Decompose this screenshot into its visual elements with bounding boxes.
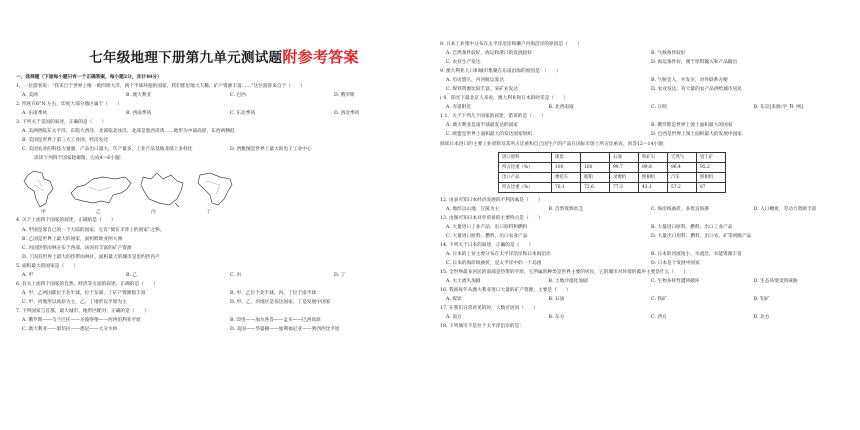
question-16-options <box>440 295 850 304</box>
table-row <box>499 152 726 162</box>
option: C. 海岸线曲折，多优良海港 <box>651 206 709 212</box>
table-cell: 99.7 <box>610 162 639 172</box>
question-9-options-ab <box>440 76 850 85</box>
option: C. 农业生产发达 <box>446 60 481 66</box>
question-7-options-cd <box>16 325 432 334</box>
table-cell: 100 <box>552 162 581 172</box>
option: C. 巴西 <box>230 93 246 99</box>
table-cell: 石油 <box>610 152 639 162</box>
question-6-options-ab <box>16 289 432 298</box>
option: D. 西雅图是世界上最大的电子工业中心 <box>230 147 312 153</box>
table-cell: 煤炭 <box>552 152 581 162</box>
question-11: 1 1．关于下列几个国家的叙述，错误的是（ ） <box>440 114 546 120</box>
title-answer-suffix: 附参考答案 <box>282 48 359 66</box>
question-7: 7. 下列国家与首都，最大城市，地形匹配对，正确的是（ ） <box>16 308 149 314</box>
option: D. 农业发达，有大量的农产品供给城市居民 <box>651 87 742 93</box>
question-15: 15. 全世界最多居民的南部是热带的平原，它所属的种类是世界主要的居民，它的城市对环境的破坏主要是什么（ ） <box>440 269 689 275</box>
right-column <box>440 0 850 430</box>
option: C. 东北季风 <box>230 111 256 117</box>
option: D. 西北季风 <box>334 111 360 117</box>
question-14-options-cd <box>440 259 850 268</box>
option: A. 甲 <box>22 272 34 278</box>
option: B. 俄罗斯是世界上领土面积最大的国家 <box>651 123 733 129</box>
option: D. 东京[来源:学_科_网] <box>753 105 803 111</box>
option: D. 铝矿 <box>753 297 770 303</box>
option: D. 甲、乙、丙地区是发达国家，丁是发展中国家 <box>230 299 331 305</box>
option: B. 美国是世界上第三大工业国，经济发达 <box>22 138 109 144</box>
option: A. 大量进口工业产品、出口原料和燃料 <box>446 224 528 230</box>
option: B. 土地沙漠化加剧 <box>548 278 588 284</box>
option: A. 日本的工业主要分布在太平洋沿岸和日本海沿岸 <box>446 251 551 257</box>
option: A. 煤炭 <box>446 297 462 303</box>
question-6-options-cd <box>16 298 432 307</box>
table-cell: 铝土矿 <box>697 152 726 162</box>
option: C. 日照 <box>651 105 667 111</box>
question-11-options-cd <box>440 130 850 139</box>
page-title <box>16 46 432 67</box>
question-13-options-cd <box>440 232 850 241</box>
option: B. 东方 <box>548 315 565 321</box>
option: C. 煤铁资源比较丰富，采矿业发达 <box>446 87 519 93</box>
option: B. 乙 <box>126 272 138 278</box>
option: C. 丙 <box>230 272 242 278</box>
option: D. 俄罗斯 <box>334 93 355 99</box>
table-cell: 出口产品 <box>499 172 552 182</box>
table-cell: 96.4 <box>668 162 697 172</box>
question-11-options-ab <box>440 121 850 130</box>
option: D. 日本是个发展中国家 <box>651 260 700 266</box>
question-10-options <box>440 103 850 112</box>
map-label-bing: 丙 <box>151 210 156 216</box>
question-7-options-ab <box>16 316 432 325</box>
option: A. 美洲 <box>22 93 38 99</box>
left-column <box>16 0 432 430</box>
question-10: ( 0．阳光下最北京人来说，澳大利亚和日本的时差是（ ） <box>440 96 569 102</box>
option: B. 石油 <box>548 297 565 303</box>
option: B. 北西南坡 <box>548 105 574 111</box>
option: C. 日本的海岸线曲折，是太平洋中的一个岛国 <box>446 260 542 266</box>
question-3-options-cd <box>16 145 432 154</box>
option: A. 澳大利亚是南半球最发达的国家 <box>446 123 518 129</box>
map-label-ding: 丁 <box>206 210 211 216</box>
question-5-options <box>16 271 432 280</box>
table-cell: 所占比重（%） <box>499 182 552 192</box>
option: A. 地形以山地、丘陵为主 <box>446 206 500 212</box>
table-cell: 天然气 <box>668 152 697 162</box>
question-12-options <box>440 205 850 214</box>
table-cell: 43.1 <box>639 182 668 192</box>
option: D. 丁 <box>334 272 346 278</box>
table-cell: 77.3 <box>610 182 639 192</box>
country-outline-maps <box>18 165 238 209</box>
question-5: 5. 面积最大的国家是（ ） <box>16 263 79 269</box>
option: D. 海运条件好，便于原料输入和产品输出 <box>651 60 738 66</box>
option: B. 印度——加尔各答——孟买——巴西高原 <box>230 317 321 323</box>
table-row <box>499 182 726 192</box>
question-6: 6. 有关上面四个国家的自然、经济等方面的叙述，正确的是（ ） <box>16 281 158 287</box>
table-cell: 摩托车 <box>552 172 581 182</box>
map-country-yi <box>69 173 133 209</box>
table-cell: 照相机 <box>697 172 726 182</box>
option: B. 自然资源贫乏 <box>548 206 584 212</box>
option: A. 俄罗斯——乌兰巴托——圣彼得堡——西西伯利亚平原 <box>22 317 141 323</box>
question-9-options-cd <box>440 85 850 94</box>
question-17: 17. 在我们日常看见的时，人数应居问（ ） <box>440 306 539 312</box>
table-cell: 76.1 <box>552 182 581 192</box>
table-cell: 进口原料 <box>499 152 552 162</box>
option: D. 大量出口原料、燃料，出口农、矿等初级产品 <box>651 233 752 239</box>
question-3: 3. 下列关于美国的叙述，正确的是（ ） <box>16 120 107 126</box>
option: D. 北方 <box>753 315 770 321</box>
table-instruction: 阅读日本进口的主要工业原料及其所占比重和自己国生产的产品在国际市场上所占比重表，回答12～14小题： <box>440 141 668 147</box>
table-cell: 72.6 <box>581 182 610 192</box>
question-14: 14. 下列关于日本的叙述，正确的是（ ） <box>440 242 534 248</box>
option: B. 日本的河流短小，水流急，水能资源丰富 <box>651 251 742 257</box>
question-4: 4. 关于上面四个国家的叙述，正确的是（ ） <box>16 218 116 224</box>
question-2-options <box>16 109 432 118</box>
option: A. 历史悠久，内河航运发达 <box>446 78 504 84</box>
table-cell <box>581 152 610 162</box>
table-cell: 照相机 <box>639 172 668 182</box>
question-13-options-ab <box>440 223 850 232</box>
table-row <box>499 172 726 182</box>
option: B. 气候宜人，开发早，对外联系方便 <box>651 78 728 84</box>
option: D. 生态环境受到威胁 <box>753 278 798 284</box>
option: A. 甲、乙两国都位于北半球，位于东部，丁矿产资源很丰富 <box>22 290 146 296</box>
option: A. 水土流失加剧 <box>446 278 481 284</box>
option: A. 南方 <box>446 315 462 321</box>
map-label-yi: 乙 <box>96 210 101 216</box>
option: C. 欧盟是世界上面积最大的发达国家组织 <box>446 132 533 138</box>
option: C. 澳大利亚——堪培拉——悉尼——大分水岭 <box>22 327 118 333</box>
question-16: 16. 我国每年从澳大利亚进口大量的矿产资源，主要是（ ） <box>440 288 571 294</box>
table-cell: 95.2 <box>697 162 726 172</box>
question-1-options <box>16 91 432 100</box>
table-cell: 所占比重（%） <box>499 162 552 172</box>
table-cell: 录像机 <box>610 172 639 182</box>
map-label-jia: 甲 <box>41 210 46 216</box>
question-13: 13. 由图可知日本对外贸易的主要特点是（ ） <box>440 215 543 221</box>
table-cell: 汽车 <box>668 172 697 182</box>
question-2: 2. 纬度在6°N 左右，印度大部分地区属于（ ） <box>16 102 122 108</box>
map-country-jia <box>20 169 66 209</box>
table-row <box>499 162 726 172</box>
table-cell: 铁矿石 <box>639 152 668 162</box>
option: D. 丁国有世界上最大的热带雨林区，面积最大的城市是里约热内卢 <box>22 254 160 260</box>
question-1: 1．一位游客说：“我来自于世界上唯一被四周大洋，两个半球环抱的国家，我们那里地大人稀，矿产资源丰富……”这位游客来自于（ ） <box>16 84 306 90</box>
option: C. 甲、丙地形以高原为主，乙、丁地形以平原为主 <box>22 299 127 305</box>
option: C. 西方 <box>651 315 667 321</box>
option: C. 丙国热带雨林分布于西部，该国有丰富的矿产资源 <box>22 245 132 251</box>
question-8: 8. 日本工业集中分布在太平洋沿岸和濑户内海沿岸的原因是（ ） <box>440 42 582 47</box>
question-15-options <box>440 277 850 286</box>
question-9: 9. 澳大利亚人口和城市集聚在东南沿海的原因是：（ ） <box>440 69 561 75</box>
option: A. 美洲西临东太平洋，东临大西洋，北部临北冰洋，北部是墨西哥湾……地形为中部高原，东西两侧低 <box>22 129 235 135</box>
map-instruction: 读读下列四个国家轮廓图，完成4～6小题： <box>34 156 125 162</box>
option: D. 巴西是世界上领土面积最大的发展中国家 <box>651 132 742 138</box>
title-main: 七年级地理下册第九单元测试题 <box>89 50 283 66</box>
option: B. 乙国是世界上最大的国家，面积跨欧亚两大洲 <box>22 236 123 242</box>
option: B. 西南季风 <box>126 111 152 117</box>
map-country-ding <box>192 169 236 209</box>
map-labels <box>16 209 236 216</box>
option: A. 赤道附近 <box>446 105 472 111</box>
question-14-options-ab <box>440 250 850 259</box>
table-cell: 99.8 <box>639 162 668 172</box>
option: D. 美国——华盛顿——加利福尼亚——密西西比平原 <box>230 327 340 333</box>
section-heading: 一、选择题（下面每小题只有一个正确答案，每小题2分，共计40分） <box>16 75 162 80</box>
question-12: 12. 由表可知日本经济发展的不利因素是（ ） <box>440 197 543 203</box>
option: B. 气候条件较好 <box>651 51 686 57</box>
question-8-options-ab <box>440 49 850 58</box>
option: B. 甲、乙位于北半球，丙、丁位于南半球 <box>230 290 317 296</box>
table-cell: 100 <box>581 162 610 172</box>
question-8-options-cd <box>440 58 850 67</box>
map-country-bing <box>137 169 189 209</box>
table-cell: 船舶 <box>581 172 610 182</box>
table-cell: 87 <box>697 182 726 192</box>
option: C. 美国农业的科技力量强，产品出口量大，年产量多，工业产品基地北部上多样化 <box>22 147 193 153</box>
option: C. 铁矿 <box>651 297 667 303</box>
option: A. 东南季风 <box>22 111 48 117</box>
table-cell: 57.2 <box>668 182 697 192</box>
option: B. 大量进口原料、燃料，出口工业产品 <box>651 224 733 230</box>
option: A. 甲国是靠自己的一个大陆的国家，它有“骑在羊背上的国家”之称。 <box>22 227 165 233</box>
japan-trade-table <box>498 152 726 193</box>
option: C. 生物多样性遭到破坏 <box>651 278 700 284</box>
question-17-options <box>440 313 850 322</box>
option: C. 大量进口原料、燃料，出口农业产品 <box>446 233 528 239</box>
option: D. 人口稠密，劳动力资源丰富 <box>753 206 817 212</box>
question-18: 18. 下列城市不是位于太平洋沿岸的是： <box>440 324 524 330</box>
option: B. 澳大利亚 <box>126 93 152 99</box>
option: A. 自然条件较好，海运和港口的发展较好 <box>446 51 533 57</box>
